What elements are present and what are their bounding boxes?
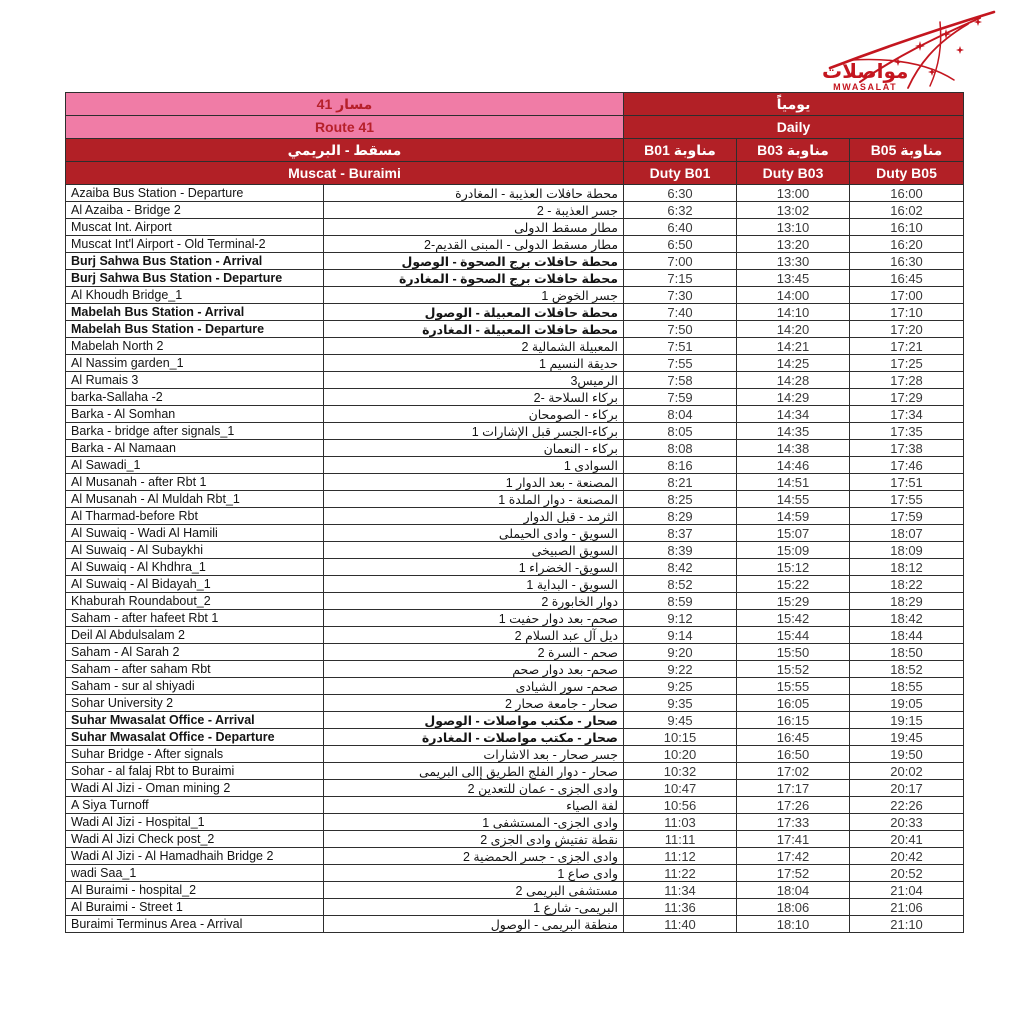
time-duty-b03: 14:34 (737, 406, 850, 423)
stop-name-en: Al Musanah - Al Muldah Rbt_1 (66, 491, 324, 508)
time-duty-b03: 15:52 (737, 661, 850, 678)
time-duty-b05: 17:34 (850, 406, 964, 423)
time-duty-b05: 17:55 (850, 491, 964, 508)
time-duty-b01: 11:12 (624, 848, 737, 865)
table-row (66, 644, 964, 661)
time-duty-b03: 13:02 (737, 202, 850, 219)
stop-name-en: Wadi Al Jizi - Hospital_1 (66, 814, 324, 831)
table-row (66, 593, 964, 610)
time-duty-b01: 7:30 (624, 287, 737, 304)
table-row (66, 423, 964, 440)
header-row-route-en (66, 116, 964, 139)
time-duty-b01: 6:30 (624, 185, 737, 202)
time-duty-b01: 7:55 (624, 355, 737, 372)
time-duty-b05: 17:10 (850, 304, 964, 321)
time-duty-b05: 19:05 (850, 695, 964, 712)
time-duty-b01: 8:59 (624, 593, 737, 610)
stop-name-en: Suhar Mwasalat Office - Arrival (66, 712, 324, 729)
duty-b01-arabic: مناوبة B01 (624, 139, 737, 162)
time-duty-b01: 8:04 (624, 406, 737, 423)
table-row (66, 202, 964, 219)
stop-name-ar: محطة حافلات العذيبة - المغادرة (324, 185, 624, 202)
header-row-route-ar (66, 93, 964, 116)
stop-name-en: Al Suwaiq - Al Khdhra_1 (66, 559, 324, 576)
table-row (66, 219, 964, 236)
time-duty-b01: 9:20 (624, 644, 737, 661)
table-row (66, 253, 964, 270)
time-duty-b05: 17:28 (850, 372, 964, 389)
stop-name-ar: المصنعة - دوار الملدة 1 (324, 491, 624, 508)
table-row (66, 882, 964, 899)
stop-name-ar: الثرمد - قبل الدوار (324, 508, 624, 525)
duty-b05-arabic: مناوبة B05 (850, 139, 964, 162)
time-duty-b03: 14:00 (737, 287, 850, 304)
time-duty-b01: 8:42 (624, 559, 737, 576)
table-row (66, 576, 964, 593)
stop-name-ar: حديقة النسيم 1 (324, 355, 624, 372)
time-duty-b05: 17:29 (850, 389, 964, 406)
stop-name-ar: جسر العذيبة - 2 (324, 202, 624, 219)
stop-name-en: Al Buraimi - Street 1 (66, 899, 324, 916)
time-duty-b03: 15:44 (737, 627, 850, 644)
time-duty-b03: 18:06 (737, 899, 850, 916)
time-duty-b03: 17:02 (737, 763, 850, 780)
time-duty-b05: 20:52 (850, 865, 964, 882)
stop-name-en: Sohar University 2 (66, 695, 324, 712)
daily-label-arabic: يومياً (624, 93, 964, 116)
stop-name-ar: صحم- سور الشيادى (324, 678, 624, 695)
time-duty-b05: 16:45 (850, 270, 964, 287)
table-row (66, 729, 964, 746)
time-duty-b03: 15:12 (737, 559, 850, 576)
time-duty-b03: 14:38 (737, 440, 850, 457)
stop-name-ar: السويق الصبيخى (324, 542, 624, 559)
time-duty-b05: 20:42 (850, 848, 964, 865)
stop-name-ar: وادى الجزى - عمان للتعدين 2 (324, 780, 624, 797)
duty-b01-english: Duty B01 (624, 162, 737, 185)
duty-b03-arabic: مناوبة B03 (737, 139, 850, 162)
time-duty-b01: 9:12 (624, 610, 737, 627)
time-duty-b03: 13:10 (737, 219, 850, 236)
time-duty-b05: 18:44 (850, 627, 964, 644)
stop-name-ar: ديل آل عبد السلام 2 (324, 627, 624, 644)
time-duty-b01: 8:21 (624, 474, 737, 491)
stop-name-ar: بركاء السلاحة -2 (324, 389, 624, 406)
time-duty-b05: 17:59 (850, 508, 964, 525)
stop-name-en: Wadi Al Jizi Check post_2 (66, 831, 324, 848)
stop-name-ar: منطقة البريمى - الوصول (324, 916, 624, 933)
mwasalat-logo-text (822, 62, 908, 92)
table-row (66, 916, 964, 933)
time-duty-b05: 20:17 (850, 780, 964, 797)
stop-name-en: Deil Al Abdulsalam 2 (66, 627, 324, 644)
stop-name-en: Saham - Al Sarah 2 (66, 644, 324, 661)
time-duty-b03: 14:46 (737, 457, 850, 474)
table-row (66, 627, 964, 644)
stop-name-ar: بركاء - الصومحان (324, 406, 624, 423)
time-duty-b03: 14:20 (737, 321, 850, 338)
mwasalat-logo-latin: MWASALAT (833, 81, 898, 92)
time-duty-b03: 16:45 (737, 729, 850, 746)
time-duty-b05: 17:25 (850, 355, 964, 372)
stop-name-ar: المعبيلة الشمالية 2 (324, 338, 624, 355)
daily-label-english: Daily (624, 116, 964, 139)
stop-name-en: Al Azaiba - Bridge 2 (66, 202, 324, 219)
table-row (66, 865, 964, 882)
time-duty-b03: 14:35 (737, 423, 850, 440)
time-duty-b01: 6:40 (624, 219, 737, 236)
table-row (66, 321, 964, 338)
stop-name-en: Mabelah Bus Station - Departure (66, 321, 324, 338)
stop-name-ar: محطة حافلات المعبيلة - المغادرة (324, 321, 624, 338)
time-duty-b01: 9:14 (624, 627, 737, 644)
table-row (66, 763, 964, 780)
stop-name-en: A Siya Turnoff (66, 797, 324, 814)
stop-name-en: Muscat Int'l Airport - Old Terminal-2 (66, 236, 324, 253)
time-duty-b01: 8:52 (624, 576, 737, 593)
time-duty-b05: 19:45 (850, 729, 964, 746)
time-duty-b05: 18:12 (850, 559, 964, 576)
stop-name-en: Mabelah Bus Station - Arrival (66, 304, 324, 321)
time-duty-b05: 20:33 (850, 814, 964, 831)
time-duty-b03: 15:55 (737, 678, 850, 695)
duty-b03-english: Duty B03 (737, 162, 850, 185)
time-duty-b03: 16:05 (737, 695, 850, 712)
time-duty-b03: 16:50 (737, 746, 850, 763)
time-duty-b01: 10:15 (624, 729, 737, 746)
table-row (66, 831, 964, 848)
stop-name-ar: صحم - السرة 2 (324, 644, 624, 661)
stop-name-ar: بركاء-الجسر قبل الإشارات 1 (324, 423, 624, 440)
time-duty-b01: 7:50 (624, 321, 737, 338)
time-duty-b05: 17:00 (850, 287, 964, 304)
stop-name-ar: صحار - مكتب مواصلات - المغادرة (324, 729, 624, 746)
time-duty-b05: 16:20 (850, 236, 964, 253)
time-duty-b03: 17:52 (737, 865, 850, 882)
time-duty-b05: 21:10 (850, 916, 964, 933)
time-duty-b01: 8:08 (624, 440, 737, 457)
time-duty-b01: 11:34 (624, 882, 737, 899)
table-row (66, 440, 964, 457)
stop-name-ar: صحم- بعد دوار صحم (324, 661, 624, 678)
stop-name-ar: السويق - البداية 1 (324, 576, 624, 593)
stop-name-ar: صحار - دوار الفلج الطريق إالى البريمى (324, 763, 624, 780)
time-duty-b01: 6:50 (624, 236, 737, 253)
time-duty-b01: 7:15 (624, 270, 737, 287)
time-duty-b05: 18:42 (850, 610, 964, 627)
stop-name-ar: لفة الصياء (324, 797, 624, 814)
stop-name-en: Al Nassim garden_1 (66, 355, 324, 372)
table-row (66, 491, 964, 508)
table-row (66, 678, 964, 695)
time-duty-b01: 6:32 (624, 202, 737, 219)
time-duty-b03: 16:15 (737, 712, 850, 729)
time-duty-b05: 17:51 (850, 474, 964, 491)
time-duty-b03: 14:10 (737, 304, 850, 321)
table-row (66, 389, 964, 406)
table-row (66, 780, 964, 797)
stops-body (66, 185, 964, 933)
stop-name-en: Al Suwaiq - Wadi Al Hamili (66, 525, 324, 542)
table-row (66, 712, 964, 729)
stop-name-ar: جسر الخوض 1 (324, 287, 624, 304)
time-duty-b03: 14:25 (737, 355, 850, 372)
time-duty-b01: 9:35 (624, 695, 737, 712)
stop-name-en: Khaburah Roundabout_2 (66, 593, 324, 610)
time-duty-b01: 7:58 (624, 372, 737, 389)
stop-name-ar: السويق- الخضراء 1 (324, 559, 624, 576)
stop-name-en: Al Tharmad-before Rbt (66, 508, 324, 525)
time-duty-b01: 7:51 (624, 338, 737, 355)
table-row (66, 610, 964, 627)
stop-name-ar: نقطة تفتيش وادى الجزى 2 (324, 831, 624, 848)
time-duty-b03: 13:30 (737, 253, 850, 270)
table-row (66, 406, 964, 423)
time-duty-b05: 18:29 (850, 593, 964, 610)
table-row (66, 746, 964, 763)
time-duty-b01: 11:40 (624, 916, 737, 933)
time-duty-b01: 8:37 (624, 525, 737, 542)
table-row (66, 270, 964, 287)
stop-name-en: Wadi Al Jizi - Al Hamadhaih Bridge 2 (66, 848, 324, 865)
stop-name-en: Al Sawadi_1 (66, 457, 324, 474)
stop-name-ar: صحم- بعد دوار حفيت 1 (324, 610, 624, 627)
stop-name-ar: دوار الخابورة 2 (324, 593, 624, 610)
time-duty-b05: 16:30 (850, 253, 964, 270)
table-row (66, 542, 964, 559)
time-duty-b05: 17:20 (850, 321, 964, 338)
table-row (66, 355, 964, 372)
mwasalat-logo-arabic: مواصلات (822, 61, 909, 84)
time-duty-b03: 13:00 (737, 185, 850, 202)
stop-name-ar: مطار مسقط الدولى (324, 219, 624, 236)
mwasalat-logo (820, 8, 1002, 92)
stop-name-en: Mabelah North 2 (66, 338, 324, 355)
time-duty-b01: 11:36 (624, 899, 737, 916)
time-duty-b05: 19:50 (850, 746, 964, 763)
time-duty-b03: 14:55 (737, 491, 850, 508)
time-duty-b01: 8:16 (624, 457, 737, 474)
stop-name-ar: السوادى 1 (324, 457, 624, 474)
time-duty-b05: 16:00 (850, 185, 964, 202)
time-duty-b01: 9:25 (624, 678, 737, 695)
time-duty-b01: 10:56 (624, 797, 737, 814)
stop-name-ar: صحار - جامعة صحار 2 (324, 695, 624, 712)
time-duty-b03: 18:10 (737, 916, 850, 933)
time-duty-b03: 14:59 (737, 508, 850, 525)
header-row-duties-ar (66, 139, 964, 162)
time-duty-b01: 7:59 (624, 389, 737, 406)
route-name-arabic: مسقط - البريمي (66, 139, 624, 162)
time-duty-b01: 8:39 (624, 542, 737, 559)
stop-name-en: Azaiba Bus Station - Departure (66, 185, 324, 202)
stop-name-ar: محطة حافلات المعبيلة - الوصول (324, 304, 624, 321)
time-duty-b01: 9:45 (624, 712, 737, 729)
route-name-english: Muscat - Buraimi (66, 162, 624, 185)
stop-name-ar: محطة حافلات برج الصحوة - الوصول (324, 253, 624, 270)
time-duty-b05: 21:06 (850, 899, 964, 916)
time-duty-b01: 8:05 (624, 423, 737, 440)
stop-name-ar: بركاء - النعمان (324, 440, 624, 457)
stop-name-en: Al Musanah - after Rbt 1 (66, 474, 324, 491)
stop-name-en: Saham - after saham Rbt (66, 661, 324, 678)
time-duty-b03: 14:29 (737, 389, 850, 406)
stop-name-en: Buraimi Terminus Area - Arrival (66, 916, 324, 933)
table-row (66, 899, 964, 916)
duty-b05-english: Duty B05 (850, 162, 964, 185)
table-row (66, 525, 964, 542)
time-duty-b01: 8:25 (624, 491, 737, 508)
table-row (66, 814, 964, 831)
time-duty-b01: 7:00 (624, 253, 737, 270)
time-duty-b05: 16:02 (850, 202, 964, 219)
time-duty-b01: 10:20 (624, 746, 737, 763)
stop-name-ar: صحار - مكتب مواصلات - الوصول (324, 712, 624, 729)
stop-name-ar: البريمى- شارع 1 (324, 899, 624, 916)
stop-name-en: Sohar - al falaj Rbt to Buraimi (66, 763, 324, 780)
table-row (66, 372, 964, 389)
time-duty-b05: 17:38 (850, 440, 964, 457)
table-row (66, 797, 964, 814)
stop-name-en: barka-Sallaha -2 (66, 389, 324, 406)
time-duty-b01: 10:32 (624, 763, 737, 780)
stop-name-en: wadi Saa_1 (66, 865, 324, 882)
table-row (66, 236, 964, 253)
stop-name-ar: وادى الجزى - جسر الحمضية 2 (324, 848, 624, 865)
time-duty-b05: 16:10 (850, 219, 964, 236)
time-duty-b05: 19:15 (850, 712, 964, 729)
stop-name-en: Burj Sahwa Bus Station - Arrival (66, 253, 324, 270)
time-duty-b05: 20:41 (850, 831, 964, 848)
time-duty-b01: 8:29 (624, 508, 737, 525)
route-number-arabic: مسار 41 (66, 93, 624, 116)
time-duty-b05: 18:52 (850, 661, 964, 678)
time-duty-b03: 17:17 (737, 780, 850, 797)
time-duty-b03: 15:42 (737, 610, 850, 627)
stop-name-en: Al Suwaiq - Al Subaykhi (66, 542, 324, 559)
time-duty-b03: 15:29 (737, 593, 850, 610)
stop-name-ar: جسر صحار - بعد الاشارات (324, 746, 624, 763)
table-row (66, 695, 964, 712)
time-duty-b05: 18:50 (850, 644, 964, 661)
route-41-timetable (65, 92, 964, 933)
time-duty-b03: 14:21 (737, 338, 850, 355)
time-duty-b03: 15:09 (737, 542, 850, 559)
stop-name-en: Al Suwaiq - Al Bidayah_1 (66, 576, 324, 593)
table-row (66, 457, 964, 474)
timetable-header (66, 93, 964, 185)
stop-name-ar: وادى الجزى- المستشفى 1 (324, 814, 624, 831)
stop-name-en: Barka - Al Namaan (66, 440, 324, 457)
time-duty-b01: 10:47 (624, 780, 737, 797)
time-duty-b05: 18:07 (850, 525, 964, 542)
route-number-english: Route 41 (66, 116, 624, 139)
stop-name-ar: محطة حافلات برج الصحوة - المغادرة (324, 270, 624, 287)
header-row-duties-en (66, 162, 964, 185)
stop-name-ar: وادى صاع 1 (324, 865, 624, 882)
stop-name-ar: مستشفى البريمى 2 (324, 882, 624, 899)
stop-name-ar: الرميس3 (324, 372, 624, 389)
time-duty-b05: 17:46 (850, 457, 964, 474)
stop-name-en: Saham - after hafeet Rbt 1 (66, 610, 324, 627)
time-duty-b01: 11:11 (624, 831, 737, 848)
stop-name-en: Barka - bridge after signals_1 (66, 423, 324, 440)
stop-name-en: Al Rumais 3 (66, 372, 324, 389)
time-duty-b05: 21:04 (850, 882, 964, 899)
time-duty-b03: 14:51 (737, 474, 850, 491)
time-duty-b05: 17:21 (850, 338, 964, 355)
time-duty-b05: 18:55 (850, 678, 964, 695)
table-row (66, 304, 964, 321)
stop-name-ar: المصنعة - بعد الدوار 1 (324, 474, 624, 491)
time-duty-b03: 15:07 (737, 525, 850, 542)
stop-name-ar: مطار مسقط الدولى - المبنى القديم-2 (324, 236, 624, 253)
table-row (66, 559, 964, 576)
stop-name-en: Al Buraimi - hospital_2 (66, 882, 324, 899)
time-duty-b05: 20:02 (850, 763, 964, 780)
stop-name-en: Barka - Al Somhan (66, 406, 324, 423)
stop-name-en: Muscat Int. Airport (66, 219, 324, 236)
table-row (66, 185, 964, 202)
table-row (66, 338, 964, 355)
time-duty-b03: 17:26 (737, 797, 850, 814)
stop-name-en: Wadi Al Jizi - Oman mining 2 (66, 780, 324, 797)
table-row (66, 848, 964, 865)
time-duty-b01: 11:03 (624, 814, 737, 831)
table-row (66, 508, 964, 525)
time-duty-b03: 15:22 (737, 576, 850, 593)
time-duty-b01: 9:22 (624, 661, 737, 678)
time-duty-b03: 17:33 (737, 814, 850, 831)
time-duty-b03: 17:42 (737, 848, 850, 865)
time-duty-b05: 17:35 (850, 423, 964, 440)
time-duty-b03: 17:41 (737, 831, 850, 848)
table-row (66, 287, 964, 304)
time-duty-b03: 13:45 (737, 270, 850, 287)
table-row (66, 474, 964, 491)
stop-name-en: Al Khoudh Bridge_1 (66, 287, 324, 304)
time-duty-b03: 13:20 (737, 236, 850, 253)
stop-name-en: Suhar Bridge - After signals (66, 746, 324, 763)
time-duty-b05: 18:22 (850, 576, 964, 593)
stop-name-en: Burj Sahwa Bus Station - Departure (66, 270, 324, 287)
time-duty-b03: 14:28 (737, 372, 850, 389)
time-duty-b01: 7:40 (624, 304, 737, 321)
stop-name-ar: السويق - وادى الحيملى (324, 525, 624, 542)
time-duty-b01: 11:22 (624, 865, 737, 882)
time-duty-b03: 15:50 (737, 644, 850, 661)
stop-name-en: Saham - sur al shiyadi (66, 678, 324, 695)
stop-name-en: Suhar Mwasalat Office - Departure (66, 729, 324, 746)
time-duty-b05: 22:26 (850, 797, 964, 814)
time-duty-b05: 18:09 (850, 542, 964, 559)
time-duty-b03: 18:04 (737, 882, 850, 899)
table-row (66, 661, 964, 678)
